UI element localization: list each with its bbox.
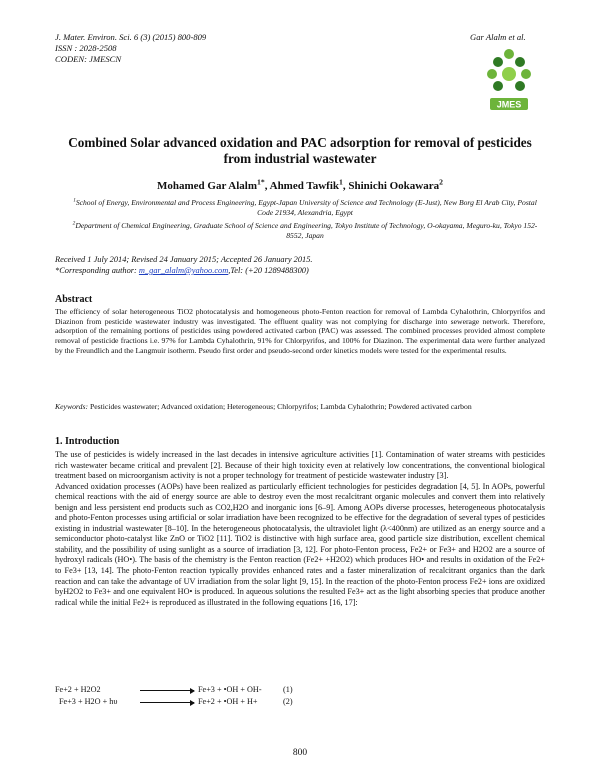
logo-dot (521, 69, 531, 79)
logo-text: JMES (496, 99, 522, 110)
abstract-heading: Abstract (55, 294, 93, 305)
abstract-body: The efficiency of solar heterogeneous TiO2 photocatalysis and homogeneous photo-Fenton reaction for removal of Lambda Cyhalothrin, Chlorpyrifos and Diazinon from pesticide wastewater industry was investigated. The effluent quality was not complying for discharge into sewerage network. Therefore, adsorption of the remaining portions of pesticides using powdered activated carbon (PAC) was assessed. The combined processes provided almost complete removal of pesticide fractions i.e. 97% for Lambda Cyhalothrin, 91% for Chlorpyrifos, and 100% for Diazinon. The experimental data were further analyzed by the Freundlich and the Langmuir isotherm. Pseudo first order and pseudo-second order kinetics models were tested for the experimental results. (55, 307, 545, 355)
author-name: Shinichi Ookawara (348, 180, 440, 192)
equation-number: (2) (283, 697, 293, 706)
email-link[interactable]: m_gar_alalm@yahoo.com (138, 266, 229, 275)
author-separator: , (264, 180, 270, 192)
equation-rhs: Fe+3 + •OH + OH- (198, 685, 262, 694)
author-list (55, 177, 545, 192)
logo-dot (504, 49, 514, 59)
logo-dot (493, 81, 503, 91)
logo-dot (515, 81, 525, 91)
keywords-label: Keywords: (55, 402, 89, 411)
equation-rhs: Fe+2 + •OH + H+ (198, 697, 258, 706)
logo-dot (502, 67, 516, 81)
telephone: ,Tel: (+20 1289488300) (228, 266, 309, 275)
running-authors: Gar Alalm et al. (470, 32, 526, 42)
received-line: Received 1 July 2014; Revised 24 January 2015; Accepted 26 January 2015. (55, 255, 313, 264)
affiliation-1 (70, 198, 540, 218)
affiliation-2 (70, 221, 540, 241)
journal-citation: J. Mater. Environ. Sci. 6 (3) (2015) 800-809 (55, 32, 207, 42)
intro-paragraph-2: Advanced oxidation processes (AOPs) have been realized as particularly efficient technologies for pesticides degradation [4, 5]. In AOPs, powerful chemical reactions with the aid of energy source are able to destroy even the most recalcitrant organic molecules and convert them into relatively benign and less persistent end products such as CO2,H2O and inorganic ions [6–9]. Among AOPs diverse processes, heterogeneous photocatalysis and photo-Fenton processes using artificial or solar irradiation have been recognized to be effective for the degradation of several types of pesticides existing in industrial wastewater [8–10]. In the heterogeneous photocatalysis, the ultraviolet light (λ<400nm) are utilized as an energy source and a semiconductor photo-catalyst like ZnO or TiO2 [11]. TiO2 is distinctive with high surface area, good particle size distribution, excellent chemical stability, and the possibility of using sunlight as a source of irradiation [3, 12]. For photo-Fenton process, Fe2+ or Fe3+ and H2O2 are a source of hydroxyl radicals (HO•). The basis of the chemistry is the Fenton reaction (Fe2+ +H2O2) which produces HO• and results in oxidation of the Fe2+ to Fe3+ [13, 14]. The photo-Fenton reaction typically provides enhanced rates and a faster mineralization of recalcitrant organics than the dark reaction and can take the advantage of UV irradiation from the solar light [9, 15]. In the reaction of the photo-Fenton process Fe2+ ions are oxidized byH2O2 to Fe3+ and one equivalent HO• is produced. In aqueous solutions the resulted Fe3+ act as the light absorbing species that produce another radical while the initial Fe2+ is reproduced as illustrated in the following equations [16, 17]: (55, 481, 545, 607)
affil-mark: 2 (72, 220, 76, 227)
equation-lhs: Fe+2 + H2O2 (55, 685, 101, 694)
jmes-logo (470, 44, 548, 116)
affil-text: Department of Chemical Engineering, Graduate School of Science and Engineering, Tokyo Institute of Technology, O-okayama, Meguro-ku, Tokyo 152-8552, Japan (75, 221, 538, 240)
author-affil-mark: 1 (339, 177, 343, 187)
logo-dot (493, 57, 503, 67)
intro-body (55, 450, 545, 608)
author-name: Ahmed Tawfik (269, 180, 340, 192)
logo-dot (487, 69, 497, 79)
article-dates (55, 254, 545, 276)
intro-heading: 1. Introduction (55, 436, 120, 447)
page-number: 800 (292, 748, 308, 758)
journal-issn: ISSN : 2028-2508 (55, 43, 117, 53)
author-affil-mark: 1* (257, 177, 265, 187)
corresponding-label: *Corresponding author: (55, 266, 139, 275)
corresponding-line (55, 265, 545, 276)
equation-lhs: Fe+3 + H2O + hυ (59, 697, 118, 706)
logo-dot (515, 57, 525, 67)
reaction-arrow (140, 702, 194, 703)
journal-coden: CODEN: JMESCN (55, 54, 122, 64)
paper-title: Combined Solar advanced oxidation and PAC adsorption for removal of pesticides from industrial wastewater (68, 135, 532, 166)
affil-text: School of Energy, Environmental and Process Engineering, Egypt-Japan University of Science and Technology (E-Just), New Borg El Arab City, Postal Code 21934, Alexandria, Egypt (75, 198, 537, 217)
keywords (55, 402, 545, 412)
journal-header (55, 32, 206, 65)
equation-number: (1) (283, 685, 293, 694)
affil-mark: 1 (73, 197, 76, 204)
author-affil-mark: 2 (439, 177, 443, 187)
intro-paragraph-1: The use of pesticides is widely increased in the last decades in intensive agriculture activities [1]. Contamination of water streams with pesticides rich wastewater became critical and prevalent [2]. Because of their high toxicity even at relatively low concentrations, the conventional biological treatment based on microorganism activity is not a proper technology for treatment of pesticide wastewater industry [3]. (55, 450, 545, 481)
author-name: Mohamed Gar Alalm (157, 180, 258, 192)
reaction-arrow (140, 690, 194, 691)
author-separator: , (342, 180, 349, 192)
keywords-text: Pesticides wastewater; Advanced oxidation; Heterogeneous; Chlorpyrifos; Lambda Cyhalothrin; Powdered activated carbon (88, 402, 472, 411)
